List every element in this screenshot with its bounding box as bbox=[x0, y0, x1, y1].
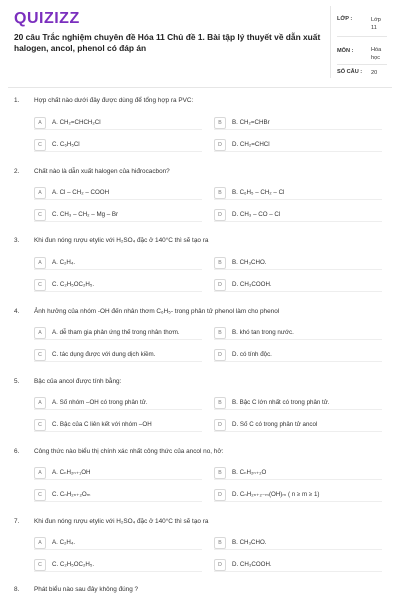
option-text: C. Bậc của C liên kết với nhóm –OH bbox=[52, 421, 152, 428]
worksheet-header bbox=[0, 0, 400, 86]
option-d[interactable] bbox=[214, 558, 382, 572]
option-a[interactable] bbox=[34, 256, 202, 270]
option-letter-box: A bbox=[34, 117, 46, 129]
option-text: A. CH₂=CHCH₂Cl bbox=[52, 119, 101, 126]
quizizz-logo: QUIZIZZ bbox=[14, 10, 80, 27]
option-text: A. Số nhóm –OH có trong phân tử. bbox=[52, 399, 148, 406]
option-text: D. Số C có trong phân tử ancol bbox=[232, 421, 318, 428]
question-number: 3. bbox=[14, 237, 20, 244]
option-b[interactable] bbox=[214, 186, 382, 200]
option-a[interactable] bbox=[34, 396, 202, 410]
option-text: C. CₙH₂ₙ₊₂Oₘ bbox=[52, 491, 91, 498]
meta-divider bbox=[337, 36, 387, 37]
option-text: C. CH₃ – CH₂ – Mg – Br bbox=[52, 211, 119, 218]
question-number: 4. bbox=[14, 308, 20, 315]
option-letter-box: A bbox=[34, 537, 46, 549]
option-letter-box: C bbox=[34, 349, 46, 361]
option-text: D. CH₃COOH. bbox=[232, 561, 272, 568]
question-text: Khi đun nóng rượu etylic với H₂SO₄ đặc ở 140°C thì sẽ tạo ra bbox=[34, 237, 209, 244]
question-text: Khi đun nóng rượu etylic với H₂SO₄ đặc ở 140°C thì sẽ tạo ra bbox=[34, 518, 209, 525]
option-letter-box: D bbox=[214, 209, 226, 221]
option-c[interactable] bbox=[34, 558, 202, 572]
option-text: B. CₙH₂ₙ₊₂O bbox=[232, 469, 267, 476]
option-letter-box: B bbox=[214, 537, 226, 549]
option-text: A. dễ tham gia phản ứng thế trong nhân thơm. bbox=[52, 329, 180, 336]
question-number: 1. bbox=[14, 97, 20, 104]
option-letter-box: B bbox=[214, 257, 226, 269]
option-letter-box: C bbox=[34, 139, 46, 151]
class-value: Lớp 11 bbox=[371, 17, 381, 31]
option-letter-box: D bbox=[214, 559, 226, 571]
question-number: 6. bbox=[14, 448, 20, 455]
option-text: B. khó tan trong nước. bbox=[232, 329, 294, 336]
option-c[interactable] bbox=[34, 208, 202, 222]
option-letter-box: A bbox=[34, 397, 46, 409]
option-text: B. Bậc C lớn nhất có trong phân tử. bbox=[232, 399, 330, 406]
option-text: C. C₂H₅OC₂H₅. bbox=[52, 281, 95, 288]
option-letter-box: A bbox=[34, 327, 46, 339]
option-d[interactable] bbox=[214, 348, 382, 362]
question-text: Công thức nào biểu thị chính xác nhất công thức của ancol no, hở: bbox=[34, 448, 224, 455]
subject-label: MÔN : bbox=[337, 48, 354, 54]
option-letter-box: C bbox=[34, 489, 46, 501]
option-letter-box: D bbox=[214, 419, 226, 431]
option-letter-box: B bbox=[214, 467, 226, 479]
option-a[interactable] bbox=[34, 326, 202, 340]
option-d[interactable] bbox=[214, 138, 382, 152]
option-a[interactable] bbox=[34, 116, 202, 130]
question-number: 8. bbox=[14, 586, 20, 593]
class-label: LỚP : bbox=[337, 16, 353, 22]
option-b[interactable] bbox=[214, 466, 382, 480]
worksheet-title: 20 câu Trắc nghiệm chuyên đề Hóa 11 Chủ đề 1. Bài tập lý thuyết về dẫn xuất halogen, ancol, phenol có đáp án bbox=[14, 32, 321, 53]
option-text: A. CₙH₂ₙ₊₁OH bbox=[52, 469, 91, 476]
option-c[interactable] bbox=[34, 138, 202, 152]
option-text: D. CH₃COOH. bbox=[232, 281, 272, 288]
option-text: D. CₙH₂ₙ₊₂₋ₘ(OH)ₘ ( n ≥ m ≥ 1) bbox=[232, 491, 320, 498]
option-c[interactable] bbox=[34, 278, 202, 292]
question-number: 2. bbox=[14, 168, 20, 175]
option-letter-box: C bbox=[34, 209, 46, 221]
meta-panel bbox=[330, 6, 389, 78]
option-d[interactable] bbox=[214, 208, 382, 222]
option-letter-box: C bbox=[34, 419, 46, 431]
question-text: Bậc của ancol được tính bằng: bbox=[34, 378, 122, 385]
option-text: B. CH₃CHO. bbox=[232, 259, 267, 266]
option-letter-box: A bbox=[34, 187, 46, 199]
option-b[interactable] bbox=[214, 396, 382, 410]
question-number: 7. bbox=[14, 518, 20, 525]
question-text: Phát biểu nào sau đây không đúng ? bbox=[34, 586, 139, 593]
option-text: C. tác dụng được với dung dịch kiềm. bbox=[52, 351, 156, 358]
option-letter-box: B bbox=[214, 117, 226, 129]
question-text: Hợp chất nào dưới đây được dùng để tổng hợp ra PVC: bbox=[34, 97, 194, 104]
header-divider bbox=[8, 87, 392, 88]
option-d[interactable] bbox=[214, 278, 382, 292]
option-text: D. CH₃ – CO – Cl bbox=[232, 211, 281, 218]
meta-divider bbox=[337, 64, 387, 65]
option-letter-box: D bbox=[214, 139, 226, 151]
option-text: A. Cl – CH₂ – COOH bbox=[52, 189, 110, 196]
option-letter-box: B bbox=[214, 327, 226, 339]
option-letter-box: C bbox=[34, 279, 46, 291]
count-value: 20 bbox=[371, 70, 378, 76]
option-text: B. CH₃CHO. bbox=[232, 539, 267, 546]
option-text: A. C₂H₄. bbox=[52, 539, 76, 546]
option-text: A. C₂H₄. bbox=[52, 259, 76, 266]
option-d[interactable] bbox=[214, 488, 382, 502]
option-b[interactable] bbox=[214, 536, 382, 550]
option-c[interactable] bbox=[34, 348, 202, 362]
question-number: 5. bbox=[14, 378, 20, 385]
option-letter-box: C bbox=[34, 559, 46, 571]
option-a[interactable] bbox=[34, 466, 202, 480]
option-letter-box: D bbox=[214, 489, 226, 501]
option-d[interactable] bbox=[214, 418, 382, 432]
option-text: D. CH₂=CHCl bbox=[232, 141, 270, 148]
count-label: SỐ CÂU : bbox=[337, 69, 363, 75]
option-text: B. C₆H₅ – CH₂ – Cl bbox=[232, 189, 285, 196]
option-letter-box: D bbox=[214, 349, 226, 361]
option-letter-box: A bbox=[34, 467, 46, 479]
option-letter-box: B bbox=[214, 187, 226, 199]
option-letter-box: D bbox=[214, 279, 226, 291]
option-letter-box: A bbox=[34, 257, 46, 269]
option-text: D. có tính độc. bbox=[232, 351, 272, 358]
option-c[interactable] bbox=[34, 488, 202, 502]
option-text: C. C₆H₅Cl bbox=[52, 141, 80, 148]
option-a[interactable] bbox=[34, 536, 202, 550]
option-text: C. C₂H₅OC₂H₅. bbox=[52, 561, 95, 568]
question-text: Chất nào là dẫn xuất halogen của hiđrocacbon? bbox=[34, 168, 170, 175]
option-b[interactable] bbox=[214, 256, 382, 270]
option-letter-box: B bbox=[214, 397, 226, 409]
option-a[interactable] bbox=[34, 186, 202, 200]
option-c[interactable] bbox=[34, 418, 202, 432]
option-text: B. CH₂=CHBr bbox=[232, 119, 270, 126]
option-b[interactable] bbox=[214, 116, 382, 130]
option-b[interactable] bbox=[214, 326, 382, 340]
subject-value: Hóa học bbox=[371, 47, 382, 61]
question-text: Ảnh hưởng của nhóm -OH đến nhân thơm C₆H₅- trong phân tử phenol làm cho phenol bbox=[34, 308, 280, 315]
